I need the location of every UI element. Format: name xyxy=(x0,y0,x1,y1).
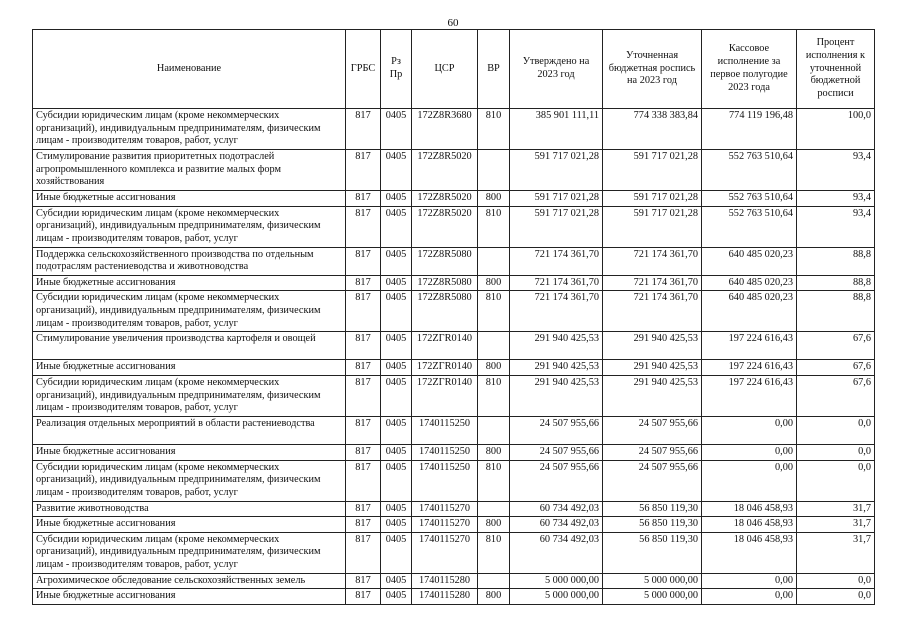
cell-name: Иные бюджетные ассигнования xyxy=(33,360,346,376)
cell-rzpr: 0405 xyxy=(381,416,412,444)
table-row xyxy=(33,375,875,416)
cell-vr: 800 xyxy=(478,589,510,605)
cell-cash: 197 224 616,43 xyxy=(702,375,797,416)
cell-vr: 810 xyxy=(478,532,510,573)
cell-cash: 552 763 510,64 xyxy=(702,150,797,191)
cell-percent: 67,6 xyxy=(797,332,875,360)
cell-grbs: 817 xyxy=(346,247,381,275)
cell-name: Реализация отдельных мероприятий в области растениеводства xyxy=(33,416,346,444)
cell-vr: 810 xyxy=(478,206,510,247)
cell-name: Субсидии юридическим лицам (кроме некоммерческих организаций), индивидуальным предпринимателям, физическим лицам - производителям товаров, работ, услуг xyxy=(33,375,346,416)
cell-name: Субсидии юридическим лицам (кроме некоммерческих организаций), индивидуальным предпринимателям, физическим лицам - производителям товаров, работ, услуг xyxy=(33,532,346,573)
cell-refined: 291 940 425,53 xyxy=(603,332,702,360)
cell-name: Субсидии юридическим лицам (кроме некоммерческих организаций), индивидуальным предпринимателям, физическим лицам - производителям товаров, работ, услуг xyxy=(33,460,346,501)
cell-cash: 0,00 xyxy=(702,416,797,444)
cell-refined: 56 850 119,30 xyxy=(603,517,702,533)
cell-csr: 1740115270 xyxy=(412,532,478,573)
table-header xyxy=(33,30,875,109)
cell-refined: 721 174 361,70 xyxy=(603,275,702,291)
cell-grbs: 817 xyxy=(346,532,381,573)
cell-refined: 24 507 955,66 xyxy=(603,444,702,460)
cell-csr: 1740115280 xyxy=(412,573,478,589)
cell-csr: 172ZГR0140 xyxy=(412,360,478,376)
cell-csr: 172Z8R5020 xyxy=(412,191,478,207)
cell-grbs: 817 xyxy=(346,109,381,150)
header-csr: ЦСР xyxy=(412,30,478,109)
cell-cash: 18 046 458,93 xyxy=(702,501,797,517)
cell-percent: 88,8 xyxy=(797,247,875,275)
cell-approved: 24 507 955,66 xyxy=(510,416,603,444)
cell-rzpr: 0405 xyxy=(381,150,412,191)
cell-csr: 172Z8R5020 xyxy=(412,206,478,247)
cell-cash: 18 046 458,93 xyxy=(702,532,797,573)
cell-csr: 1740115270 xyxy=(412,501,478,517)
cell-vr: 810 xyxy=(478,375,510,416)
cell-vr: 800 xyxy=(478,275,510,291)
budget-table xyxy=(32,29,875,605)
cell-rzpr: 0405 xyxy=(381,332,412,360)
cell-csr: 172Z8R5080 xyxy=(412,275,478,291)
cell-csr: 172Z8R5020 xyxy=(412,150,478,191)
cell-name: Субсидии юридическим лицам (кроме некоммерческих организаций), индивидуальным предпринимателям, физическим лицам - производителям товаров, работ, услуг xyxy=(33,109,346,150)
cell-cash: 197 224 616,43 xyxy=(702,332,797,360)
cell-percent: 93,4 xyxy=(797,206,875,247)
cell-approved: 60 734 492,03 xyxy=(510,501,603,517)
cell-grbs: 817 xyxy=(346,589,381,605)
table-body xyxy=(33,109,875,605)
cell-grbs: 817 xyxy=(346,206,381,247)
cell-refined: 591 717 021,28 xyxy=(603,206,702,247)
header-vr: ВР xyxy=(478,30,510,109)
cell-cash: 640 485 020,23 xyxy=(702,291,797,332)
cell-vr: 810 xyxy=(478,109,510,150)
cell-cash: 0,00 xyxy=(702,589,797,605)
cell-csr: 172Z8R5080 xyxy=(412,291,478,332)
cell-vr xyxy=(478,573,510,589)
cell-csr: 172ZГR0140 xyxy=(412,375,478,416)
cell-percent: 67,6 xyxy=(797,360,875,376)
cell-grbs: 817 xyxy=(346,150,381,191)
cell-grbs: 817 xyxy=(346,332,381,360)
cell-percent: 31,7 xyxy=(797,532,875,573)
cell-rzpr: 0405 xyxy=(381,460,412,501)
cell-rzpr: 0405 xyxy=(381,206,412,247)
cell-approved: 591 717 021,28 xyxy=(510,191,603,207)
cell-refined: 774 338 383,84 xyxy=(603,109,702,150)
cell-rzpr: 0405 xyxy=(381,375,412,416)
cell-refined: 721 174 361,70 xyxy=(603,247,702,275)
cell-percent: 0,0 xyxy=(797,444,875,460)
header-approved: Утверждено на 2023 год xyxy=(510,30,603,109)
table-row xyxy=(33,460,875,501)
table-row xyxy=(33,206,875,247)
cell-cash: 552 763 510,64 xyxy=(702,206,797,247)
cell-vr xyxy=(478,150,510,191)
cell-approved: 721 174 361,70 xyxy=(510,291,603,332)
cell-cash: 0,00 xyxy=(702,460,797,501)
cell-vr xyxy=(478,501,510,517)
cell-csr: 1740115250 xyxy=(412,460,478,501)
cell-percent: 88,8 xyxy=(797,291,875,332)
cell-csr: 1740115280 xyxy=(412,589,478,605)
table-row xyxy=(33,532,875,573)
header-name: Наименование xyxy=(33,30,346,109)
cell-grbs: 817 xyxy=(346,416,381,444)
cell-cash: 552 763 510,64 xyxy=(702,191,797,207)
cell-approved: 385 901 111,11 xyxy=(510,109,603,150)
table-row xyxy=(33,589,875,605)
cell-grbs: 817 xyxy=(346,360,381,376)
cell-approved: 291 940 425,53 xyxy=(510,360,603,376)
cell-name: Субсидии юридическим лицам (кроме некоммерческих организаций), индивидуальным предпринимателям, физическим лицам - производителям товаров, работ, услуг xyxy=(33,291,346,332)
cell-grbs: 817 xyxy=(346,573,381,589)
cell-rzpr: 0405 xyxy=(381,291,412,332)
cell-csr: 1740115250 xyxy=(412,416,478,444)
cell-rzpr: 0405 xyxy=(381,532,412,573)
cell-cash: 640 485 020,23 xyxy=(702,247,797,275)
cell-cash: 18 046 458,93 xyxy=(702,517,797,533)
cell-grbs: 817 xyxy=(346,275,381,291)
cell-rzpr: 0405 xyxy=(381,573,412,589)
page-number: 60 xyxy=(447,17,459,29)
cell-percent: 93,4 xyxy=(797,150,875,191)
cell-name: Поддержка сельскохозяйственного производства по отдельным подотраслям растениеводства и животноводства xyxy=(33,247,346,275)
cell-rzpr: 0405 xyxy=(381,191,412,207)
table-row xyxy=(33,332,875,360)
cell-rzpr: 0405 xyxy=(381,247,412,275)
cell-approved: 721 174 361,70 xyxy=(510,247,603,275)
cell-name: Иные бюджетные ассигнования xyxy=(33,444,346,460)
cell-approved: 291 940 425,53 xyxy=(510,332,603,360)
cell-name: Иные бюджетные ассигнования xyxy=(33,191,346,207)
cell-grbs: 817 xyxy=(346,444,381,460)
cell-name: Субсидии юридическим лицам (кроме некоммерческих организаций), индивидуальным предпринимателям, физическим лицам - производителям товаров, работ, услуг xyxy=(33,206,346,247)
cell-csr: 172ZГR0140 xyxy=(412,332,478,360)
cell-rzpr: 0405 xyxy=(381,360,412,376)
header-percent: Процент исполнения к уточненной бюджетной росписи xyxy=(797,30,875,109)
table-row xyxy=(33,517,875,533)
cell-percent: 88,8 xyxy=(797,275,875,291)
table-row xyxy=(33,416,875,444)
cell-cash: 640 485 020,23 xyxy=(702,275,797,291)
cell-vr xyxy=(478,332,510,360)
cell-csr: 172Z8R5080 xyxy=(412,247,478,275)
cell-grbs: 817 xyxy=(346,375,381,416)
cell-approved: 291 940 425,53 xyxy=(510,375,603,416)
cell-percent: 0,0 xyxy=(797,573,875,589)
cell-vr: 800 xyxy=(478,191,510,207)
table-row xyxy=(33,247,875,275)
cell-approved: 591 717 021,28 xyxy=(510,150,603,191)
table-row xyxy=(33,501,875,517)
cell-vr xyxy=(478,416,510,444)
cell-rzpr: 0405 xyxy=(381,109,412,150)
cell-approved: 591 717 021,28 xyxy=(510,206,603,247)
cell-csr: 172Z8R3680 xyxy=(412,109,478,150)
cell-vr: 810 xyxy=(478,291,510,332)
cell-refined: 5 000 000,00 xyxy=(603,573,702,589)
cell-approved: 60 734 492,03 xyxy=(510,532,603,573)
cell-name: Иные бюджетные ассигнования xyxy=(33,517,346,533)
cell-cash: 774 119 196,48 xyxy=(702,109,797,150)
cell-rzpr: 0405 xyxy=(381,275,412,291)
cell-csr: 1740115250 xyxy=(412,444,478,460)
table-row xyxy=(33,573,875,589)
cell-csr: 1740115270 xyxy=(412,517,478,533)
header-rzpr: Рз Пр xyxy=(381,30,412,109)
cell-rzpr: 0405 xyxy=(381,444,412,460)
cell-vr: 800 xyxy=(478,444,510,460)
cell-refined: 56 850 119,30 xyxy=(603,501,702,517)
table-row xyxy=(33,191,875,207)
cell-percent: 31,7 xyxy=(797,501,875,517)
table-row xyxy=(33,109,875,150)
cell-percent: 0,0 xyxy=(797,460,875,501)
cell-refined: 56 850 119,30 xyxy=(603,532,702,573)
cell-refined: 721 174 361,70 xyxy=(603,291,702,332)
cell-name: Развитие животноводства xyxy=(33,501,346,517)
cell-percent: 93,4 xyxy=(797,191,875,207)
table-row xyxy=(33,275,875,291)
table-row xyxy=(33,444,875,460)
cell-refined: 591 717 021,28 xyxy=(603,150,702,191)
cell-approved: 5 000 000,00 xyxy=(510,589,603,605)
cell-rzpr: 0405 xyxy=(381,589,412,605)
cell-vr xyxy=(478,247,510,275)
header-refined: Уточненная бюджетная роспись на 2023 год xyxy=(603,30,702,109)
cell-approved: 24 507 955,66 xyxy=(510,460,603,501)
cell-refined: 291 940 425,53 xyxy=(603,360,702,376)
cell-grbs: 817 xyxy=(346,501,381,517)
cell-refined: 591 717 021,28 xyxy=(603,191,702,207)
header-cash: Кассовое исполнение за первое полугодие 2023 года xyxy=(702,30,797,109)
cell-refined: 24 507 955,66 xyxy=(603,460,702,501)
cell-percent: 0,0 xyxy=(797,416,875,444)
cell-percent: 0,0 xyxy=(797,589,875,605)
cell-vr: 800 xyxy=(478,517,510,533)
cell-percent: 100,0 xyxy=(797,109,875,150)
cell-approved: 60 734 492,03 xyxy=(510,517,603,533)
cell-vr: 810 xyxy=(478,460,510,501)
table-row xyxy=(33,150,875,191)
cell-refined: 291 940 425,53 xyxy=(603,375,702,416)
cell-percent: 67,6 xyxy=(797,375,875,416)
cell-vr: 800 xyxy=(478,360,510,376)
cell-approved: 721 174 361,70 xyxy=(510,275,603,291)
cell-grbs: 817 xyxy=(346,291,381,332)
cell-approved: 5 000 000,00 xyxy=(510,573,603,589)
cell-name: Стимулирование увеличения производства картофеля и овощей xyxy=(33,332,346,360)
cell-rzpr: 0405 xyxy=(381,501,412,517)
cell-cash: 0,00 xyxy=(702,444,797,460)
cell-rzpr: 0405 xyxy=(381,517,412,533)
cell-grbs: 817 xyxy=(346,460,381,501)
cell-cash: 0,00 xyxy=(702,573,797,589)
table-row xyxy=(33,291,875,332)
header-grbs: ГРБС xyxy=(346,30,381,109)
table-row xyxy=(33,360,875,376)
cell-name: Агрохимическое обследование сельскохозяйственных земель xyxy=(33,573,346,589)
cell-refined: 24 507 955,66 xyxy=(603,416,702,444)
cell-name: Иные бюджетные ассигнования xyxy=(33,589,346,605)
cell-grbs: 817 xyxy=(346,191,381,207)
cell-cash: 197 224 616,43 xyxy=(702,360,797,376)
cell-percent: 31,7 xyxy=(797,517,875,533)
cell-name: Иные бюджетные ассигнования xyxy=(33,275,346,291)
cell-name: Стимулирование развития приоритетных подотраслей агропромышленного комплекса и развитие малых форм хозяйствования xyxy=(33,150,346,191)
cell-grbs: 817 xyxy=(346,517,381,533)
cell-approved: 24 507 955,66 xyxy=(510,444,603,460)
cell-refined: 5 000 000,00 xyxy=(603,589,702,605)
